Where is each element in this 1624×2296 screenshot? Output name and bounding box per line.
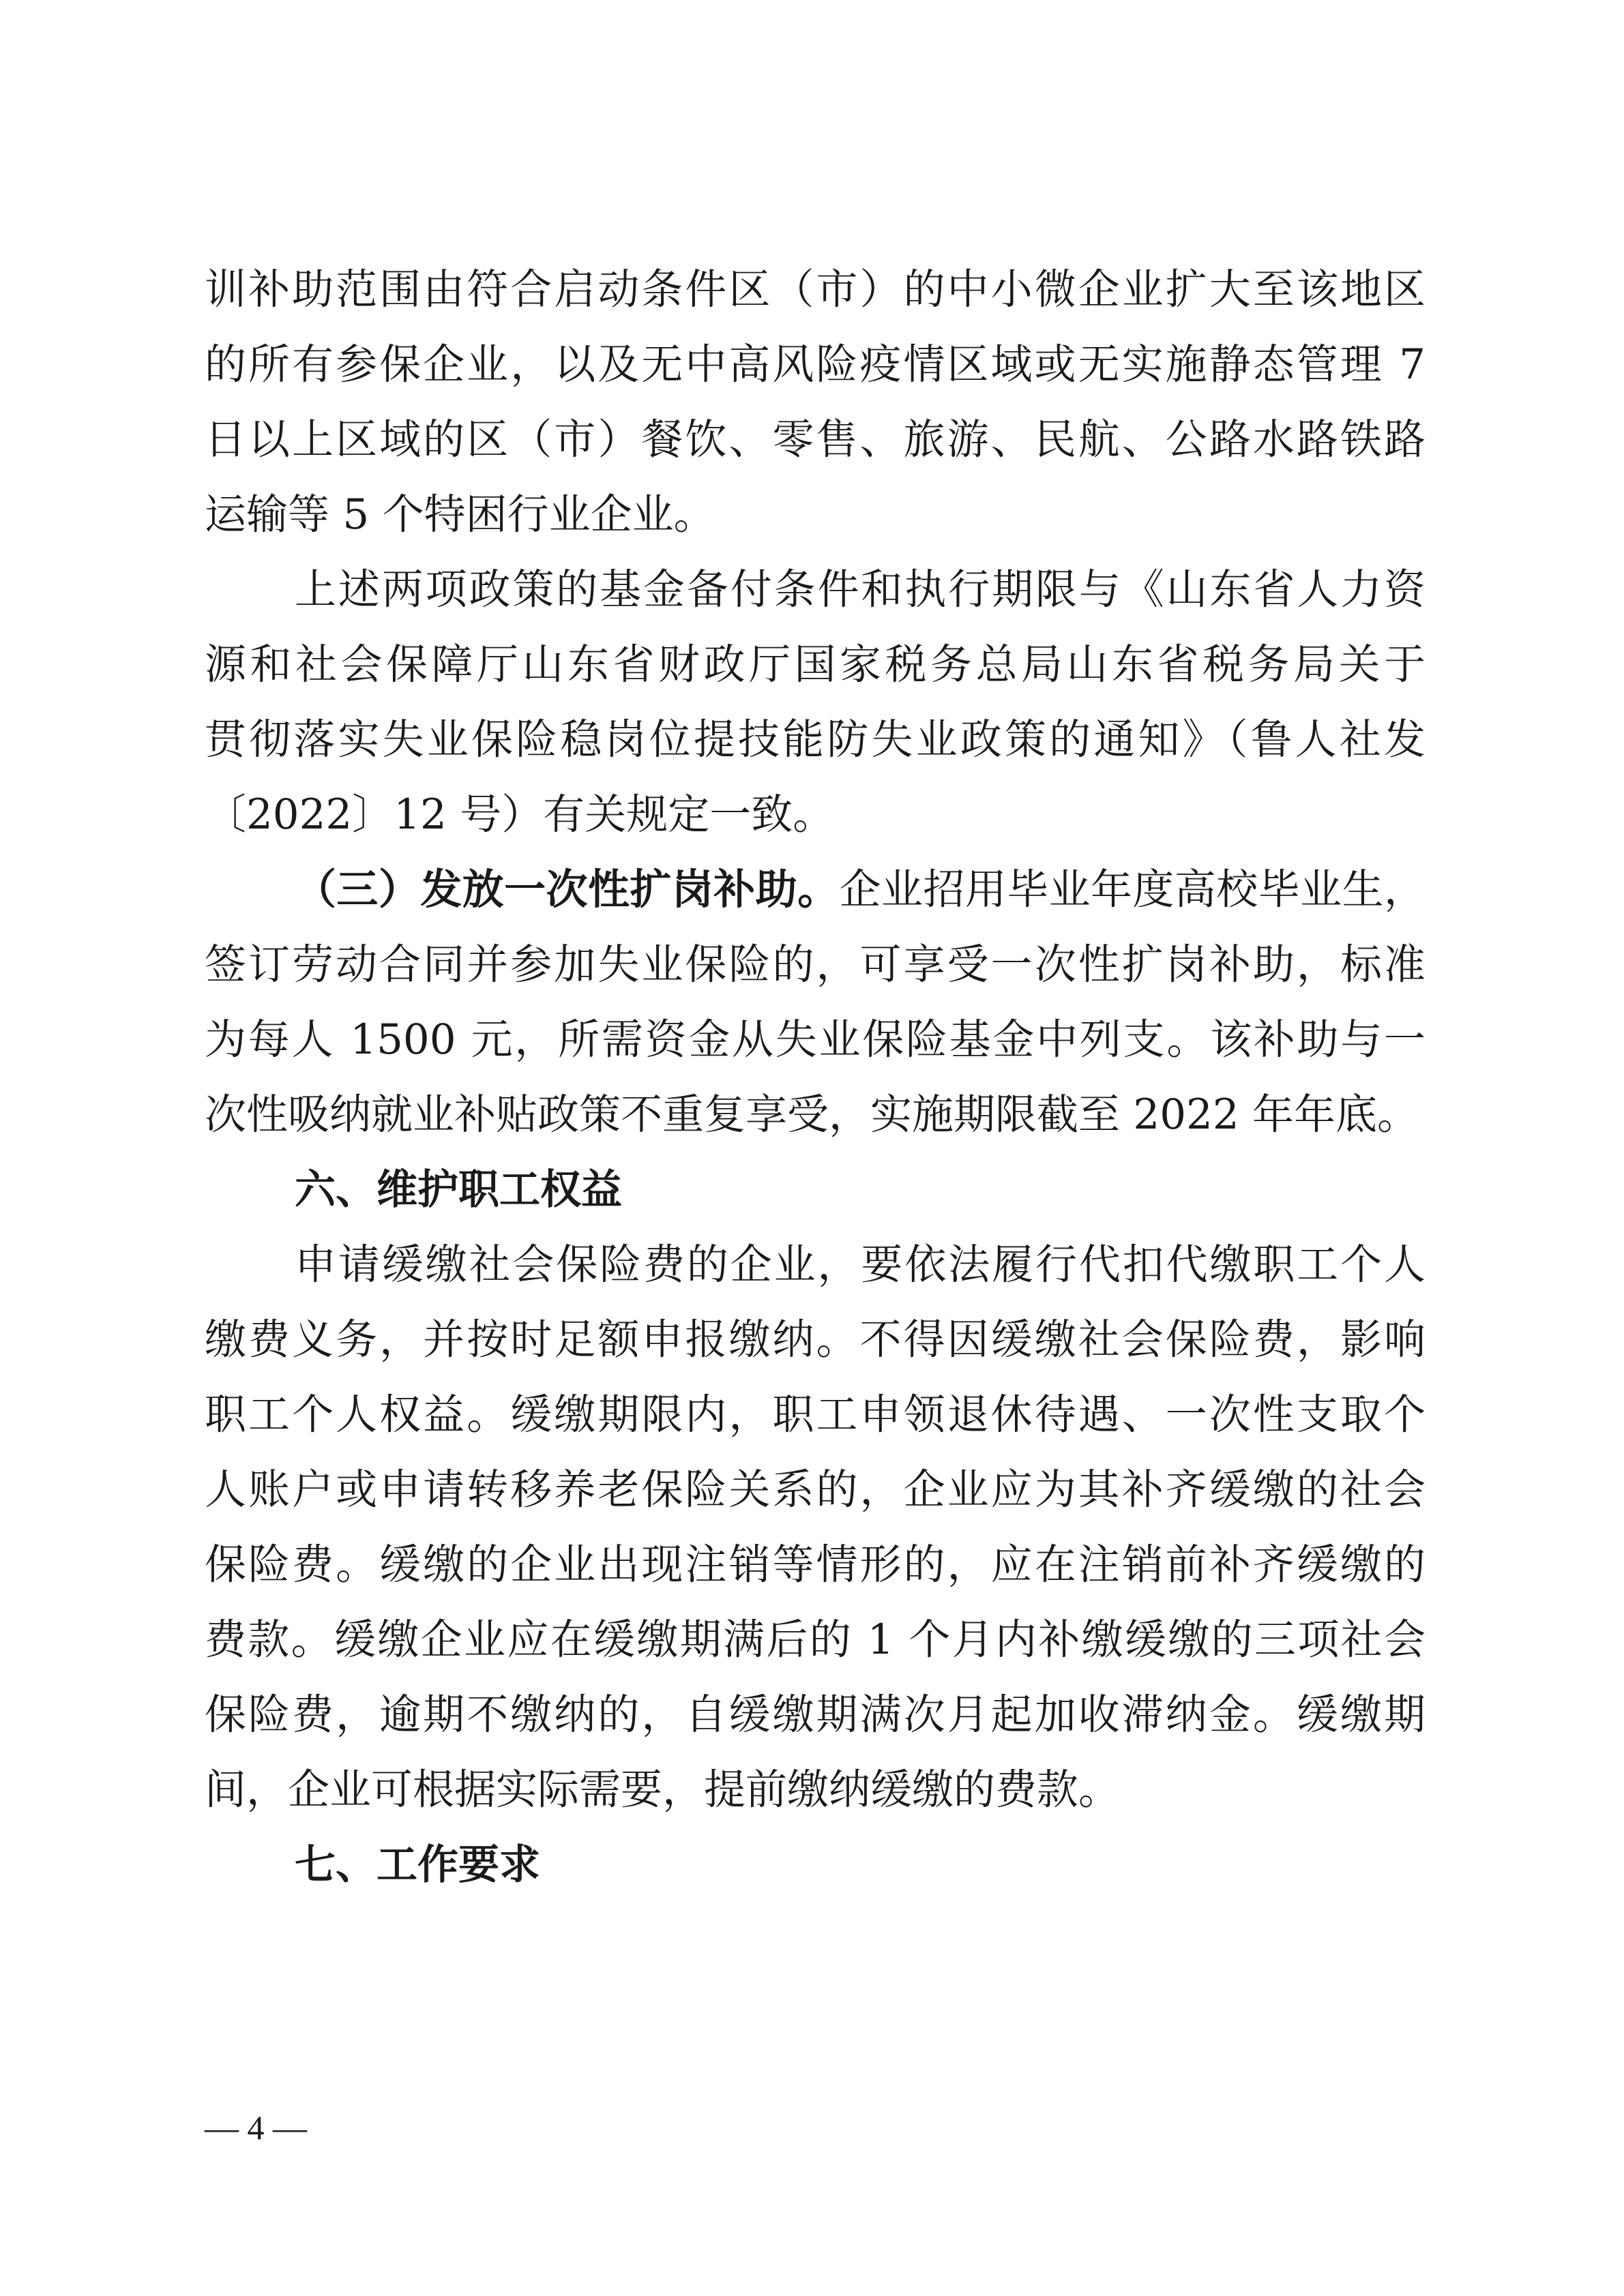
text-line: 的所有参保企业，以及无中高风险疫情区域或无实施静态管理 7 [205,340,1426,389]
text-line: 次性吸纳就业补贴政策不重复享受，实施期限截至 2022 年年底。 [205,1090,1419,1139]
text-run: 企业招用毕业年度高校毕业生， [839,865,1426,914]
text-line: 源和社会保障厅山东省财政厅国家税务总局山东省税务局关于 [205,640,1426,689]
text-line: 签订劳动合同并参加失业保险的，可享受一次性扩岗补助，标准 [205,940,1426,989]
text-line: 人账户或申请转移养老保险关系的，企业应为其补齐缓缴的社会 [205,1465,1426,1514]
page-number: — 4 — [205,2108,307,2147]
text-line: 缴费义务，并按时足额申报缴纳。不得因缓缴社会保险费，影响 [205,1315,1426,1364]
text-line: 〔2022〕12 号）有关规定一致。 [205,790,835,839]
text-line: 保险费。缓缴的企业出现注销等情形的，应在注销前补齐缓缴的 [205,1540,1426,1589]
text-line: 费款。缓缴企业应在缓缴期满后的 1 个月内补缴缓缴的三项社会 [205,1615,1426,1664]
text-line: 职工个人权益。缓缴期限内，职工申领退休待遇、一次性支取个 [205,1390,1426,1439]
text-line: 申请缓缴社会保险费的企业，要依法履行代扣代缴职工个人 [295,1240,1426,1289]
text-line: 训补助范围由符合启动条件区（市）的中小微企业扩大至该地区 [205,265,1426,314]
text-line: 运输等 5 个特困行业企业。 [205,490,715,539]
text-line [295,852,1426,927]
sub-heading: （三）发放一次性扩岗补助。 [295,865,840,914]
section-heading: 七、工作要求 [295,1841,540,1889]
text-line: 日以上区域的区（市）餐饮、零售、旅游、民航、公路水路铁路 [205,415,1426,464]
text-line: 为每人 1500 元，所需资金从失业保险基金中列支。该补助与一 [205,1015,1426,1064]
text-line: 上述两项政策的基金备付条件和执行期限与《山东省人力资 [295,565,1426,614]
text-line: 保险费，逾期不缴纳的，自缓缴期满次月起加收滞纳金。缓缴期 [205,1690,1426,1739]
text-line: 间，企业可根据实际需要，提前缴纳缓缴的费款。 [205,1765,1121,1814]
text-line: 贯彻落实失业保险稳岗位提技能防失业政策的通知》（鲁人社发 [205,715,1426,764]
section-heading: 六、维护职工权益 [295,1166,622,1214]
